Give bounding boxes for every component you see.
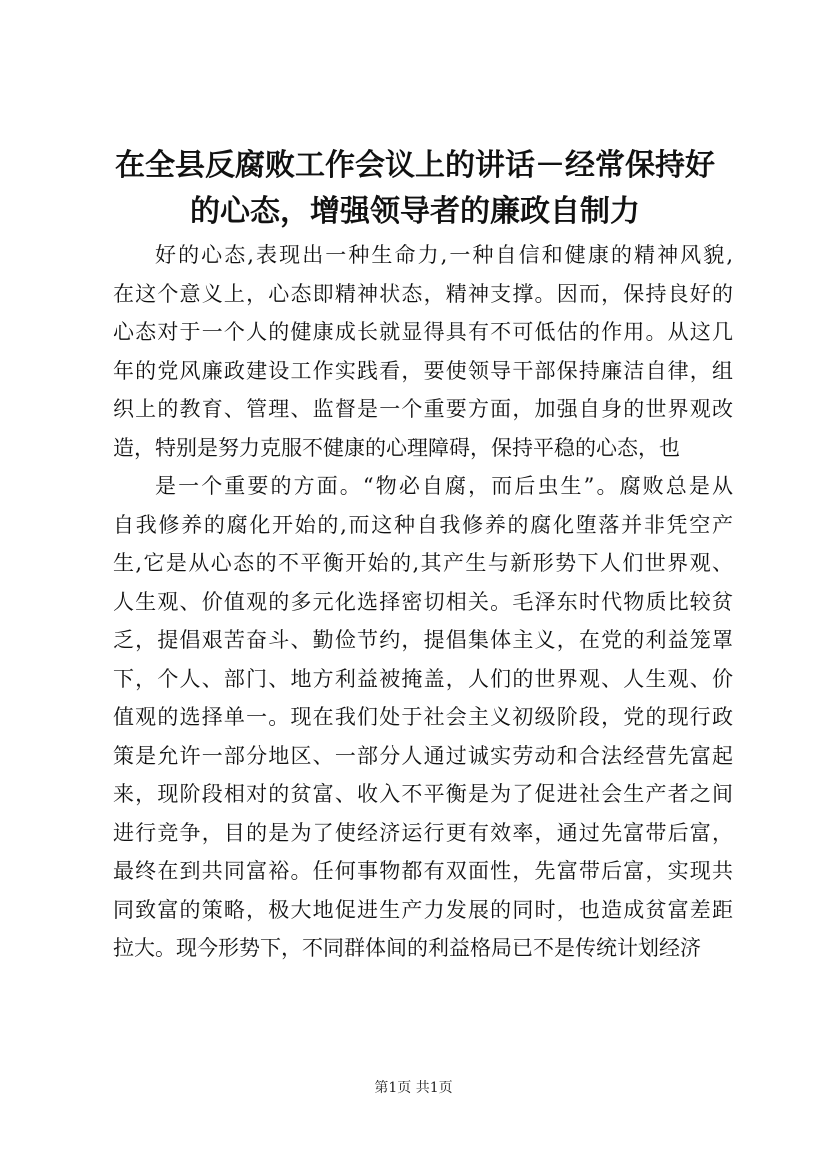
text-line: 乏，提倡艰苦奋斗、勤俭节约，提倡集体主义，在党的利益笼罩 (113, 628, 733, 652)
text-line: 心态对于一个人的健康成长就显得具有不可低估的作用。从这几 (113, 320, 733, 344)
text-line: 同致富的策略，极大地促进生产力发展的同时，也造成贫富差距 (113, 897, 733, 922)
text-line: 自我修养的腐化开始的,而这种自我修养的腐化堕落并非凭空产 (113, 512, 733, 537)
text-line: 策是允许一部分地区、一部分人通过诚实劳动和合法经营先富起 (113, 743, 733, 768)
text-line: 拉大。现今形势下，不同群体间的利益格局已不是传统计划经济 (113, 936, 701, 960)
text-line: 在这个意义上，心态即精神状态，精神支撑。因而，保持良好的 (113, 281, 733, 306)
text-line: 造，特别是努力克服不健康的心理障碍，保持平稳的心态，也 (113, 435, 680, 460)
text-line: 值观的选择单一。现在我们处于社会主义初级阶段，党的现行政 (113, 705, 733, 729)
text-line: 最终在到共同富裕。任何事物都有双面性，先富带后富，实现共 (113, 859, 733, 883)
text-line: 生,它是从心态的不平衡开始的,其产生与新形势下人们世界观、 (113, 551, 733, 575)
title-line: 在全县反腐败工作会议上的讲话－经常保持好 (115, 148, 715, 183)
text-line: 年的党风廉政建设工作实践看，要使领导干部保持廉洁自律，组 (113, 358, 733, 383)
text-line: 是一个重要的方面。“物必自腐，而后虫生”。腐败总是从 (155, 474, 733, 498)
text-line: 来，现阶段相对的贫富、收入不平衡是为了促进社会生产者之间 (113, 782, 733, 806)
document-title (95, 143, 735, 235)
text-line: 人生观、价值观的多元化选择密切相关。毛泽东时代物质比较贫 (113, 589, 733, 614)
paragraph-1 (113, 236, 733, 467)
title-line: 的心态，增强领导者的廉政自制力 (190, 194, 640, 229)
page-number: 第1页 共1页 (374, 1080, 453, 1096)
text-line: 进行竞争，目的是为了使经济运行更有效率，通过先富带后富， (113, 820, 733, 845)
document-body (113, 236, 733, 968)
text-line: 织上的教育、管理、监督是一个重要方面，加强自身的世界观改 (113, 397, 733, 421)
text-line: 好的心态,表现出一种生命力,一种自信和健康的精神风貌, (155, 243, 733, 267)
text-line: 下，个人、部门、地方利益被掩盖，人们的世界观、人生观、价 (113, 666, 733, 691)
paragraph-2 (113, 467, 733, 968)
page-footer (0, 1078, 827, 1098)
